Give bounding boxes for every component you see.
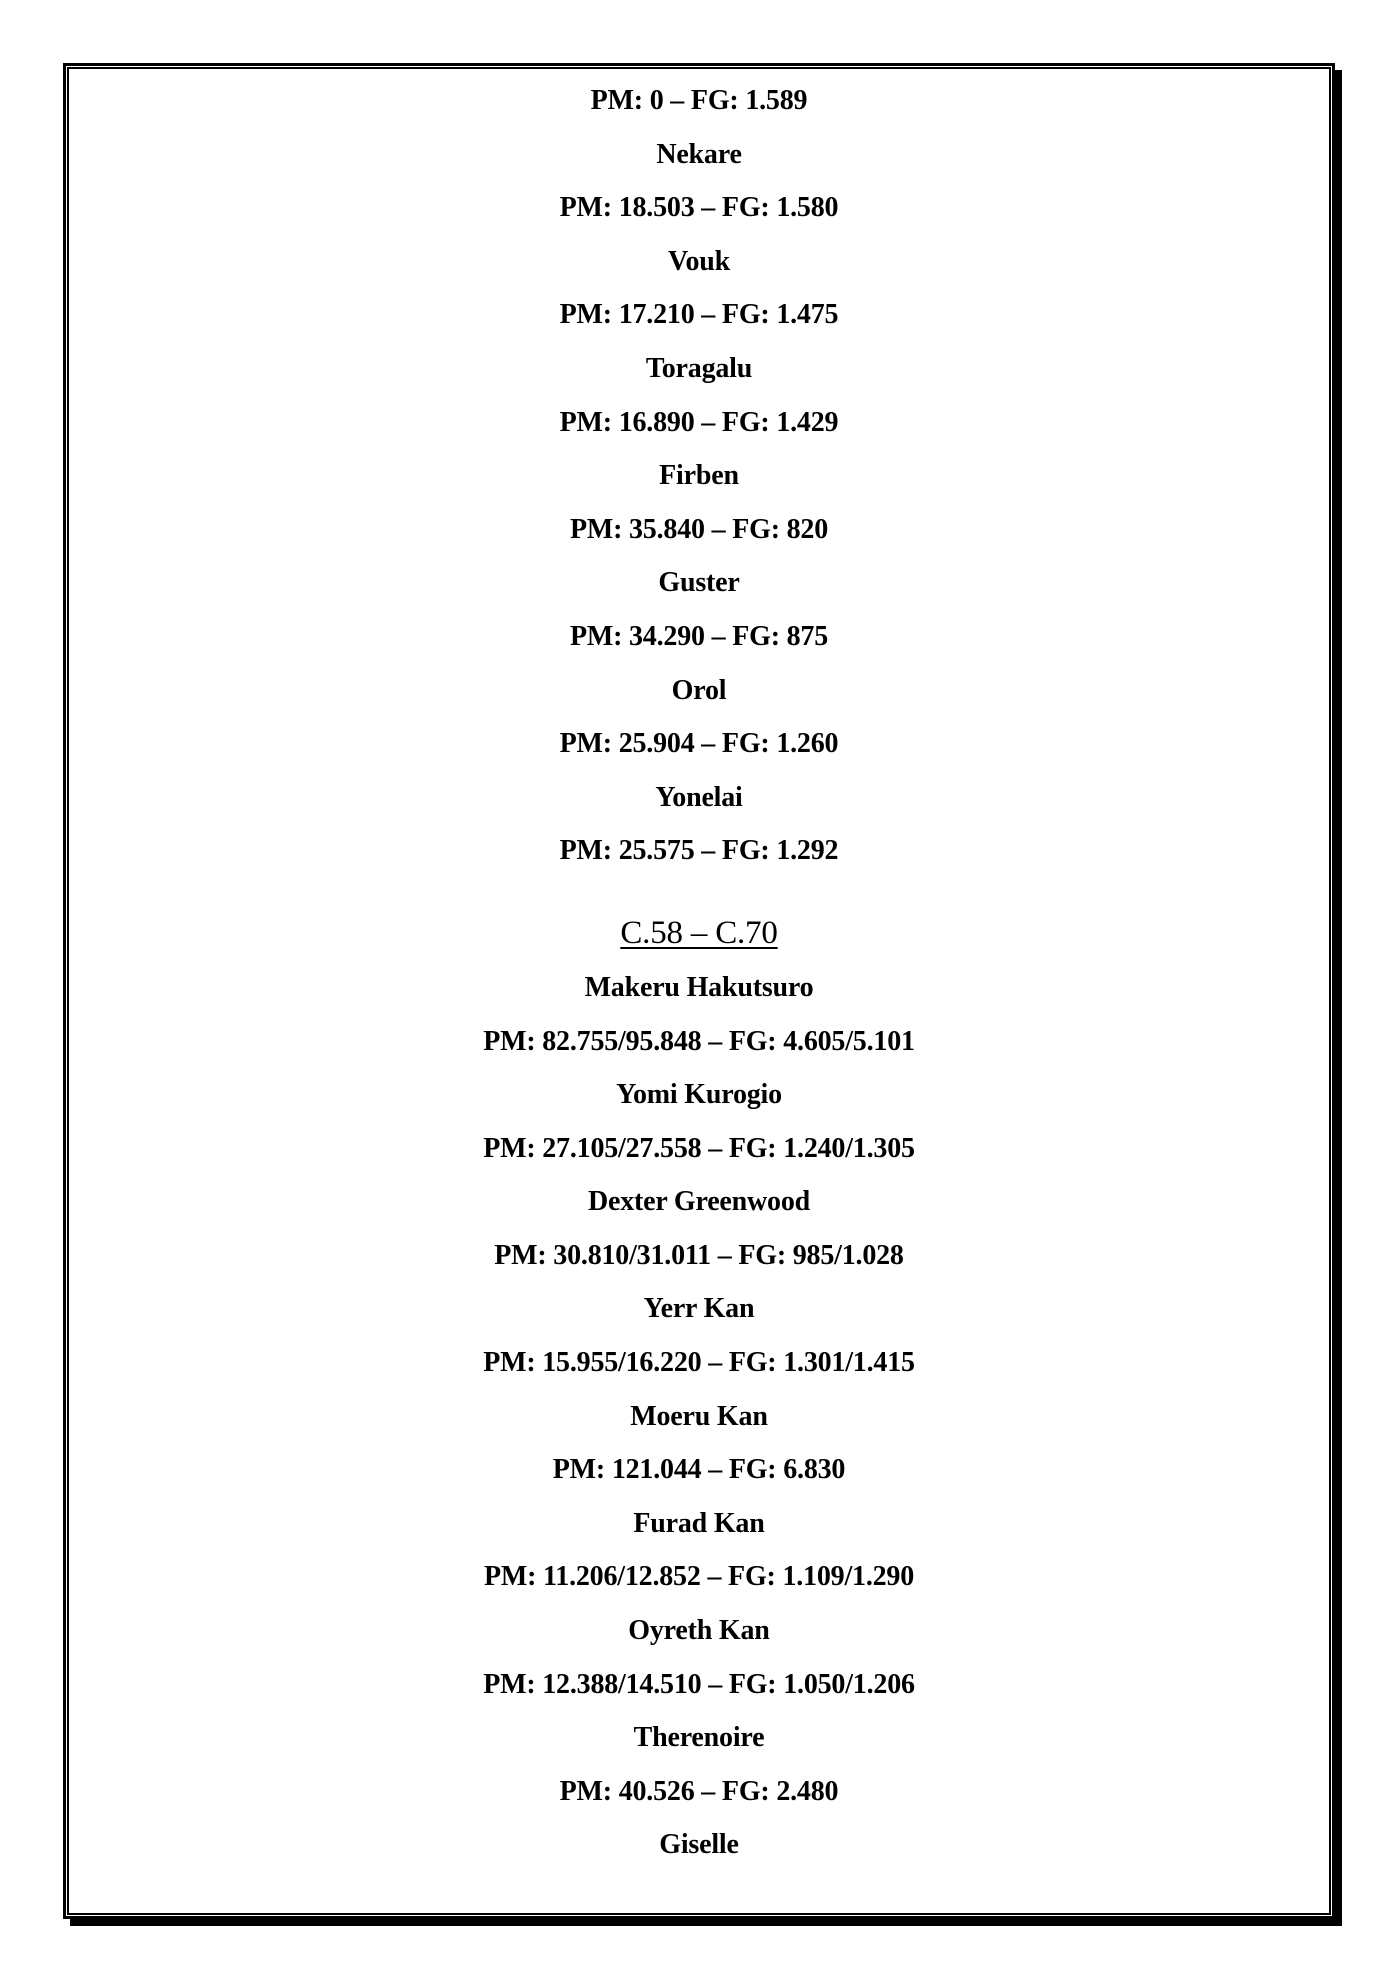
entry-stats: PM: 18.503 – FG: 1.580: [559, 192, 839, 224]
entry-name: Yomi Kurogio: [616, 1079, 782, 1111]
entry-stats: PM: 25.904 – FG: 1.260: [559, 728, 839, 760]
entry-name: Furad Kan: [633, 1507, 765, 1539]
entry-stats: PM: 16.890 – FG: 1.429: [559, 406, 839, 438]
entry-stats: PM: 82.755/95.848 – FG: 4.605/5.101: [483, 1025, 915, 1057]
entry-name: Orol: [671, 674, 727, 706]
entry-stats: PM: 12.388/14.510 – FG: 1.050/1.206: [483, 1668, 915, 1700]
entry-name: Yerr Kan: [643, 1293, 755, 1325]
section-heading: C.58 – C.70: [620, 914, 778, 951]
entry-name: Vouk: [668, 245, 730, 277]
entry-stats: PM: 15.955/16.220 – FG: 1.301/1.415: [483, 1347, 915, 1379]
entry-name: Oyreth Kan: [628, 1615, 770, 1647]
entry-stats: PM: 25.575 – FG: 1.292: [559, 835, 839, 867]
entry-name: Moeru Kan: [630, 1400, 768, 1432]
entry-stats: PM: 34.290 – FG: 875: [569, 620, 829, 652]
entry-stats: PM: 40.526 – FG: 2.480: [559, 1775, 839, 1807]
entry-name: Nekare: [656, 138, 742, 170]
entry-name: Yonelai: [655, 781, 743, 813]
entry-stats: PM: 27.105/27.558 – FG: 1.240/1.305: [483, 1132, 915, 1164]
entry-name: Guster: [658, 567, 740, 599]
entry-name: Toragalu: [645, 352, 753, 384]
entry-stats: PM: 17.210 – FG: 1.475: [559, 299, 839, 331]
entry-name: Dexter Greenwood: [587, 1186, 811, 1218]
entry-stats: PM: 0 – FG: 1.589: [590, 85, 808, 116]
entry-name: Firben: [659, 460, 739, 492]
entry-stats: PM: 121.044 – FG: 6.830: [552, 1454, 846, 1486]
entry-stats: PM: 35.840 – FG: 820: [569, 513, 829, 545]
entry-name: Therenoire: [633, 1722, 765, 1754]
entry-stats: PM: 30.810/31.011 – FG: 985/1.028: [494, 1239, 904, 1271]
page-content: [66, 74, 1332, 1872]
entry-name: Giselle: [659, 1829, 739, 1861]
entry-name: Makeru Hakutsuro: [584, 971, 814, 1003]
entry-stats: PM: 11.206/12.852 – FG: 1.109/1.290: [483, 1561, 915, 1593]
page-frame: [63, 63, 1335, 1919]
